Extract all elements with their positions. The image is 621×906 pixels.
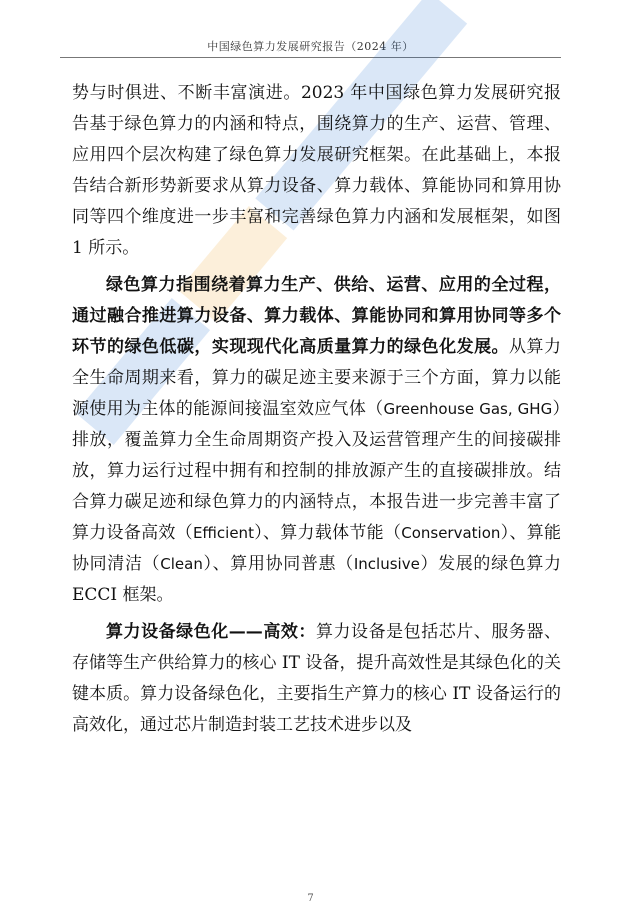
header-divider bbox=[60, 57, 561, 58]
paragraph-definition bbox=[72, 270, 561, 611]
definition-text-c: ）、算力载体节能（ bbox=[253, 523, 402, 543]
paragraph-intro bbox=[72, 78, 561, 264]
definition-text-e: ）、算用协同普惠（ bbox=[202, 554, 354, 574]
term-clean: Clean bbox=[160, 555, 203, 573]
term-ghg: Greenhouse Gas, GHG bbox=[383, 400, 553, 418]
running-header: 中国绿色算力发展研究报告（2024 年） bbox=[207, 40, 414, 53]
term-efficient: Efficient bbox=[192, 524, 254, 542]
body-content bbox=[72, 78, 561, 741]
definition-bold-text: 绿色算力指围绕着算力生产、供给、运营、应用的全过程，通过融合推进算力设备、算力载体、算能协同和算用协同等多个环节的绿色低碳，实现现代化高质量算力的绿色化发展。 bbox=[72, 275, 561, 357]
page-number: 7 bbox=[307, 893, 314, 904]
paragraph-intro-text: 势与时俱进、不断丰富演进。2023 年中国绿色算力发展研究报告基于绿色算力的内涵和特点，围绕算力的生产、运营、管理、应用四个层次构建了绿色算力发展研究框架。在此基础上，本报告结合新形势新要求从算力设备、算力载体、算能协同和算用协同等四个维度进一步丰富和完善绿色算力内涵和发展框架，如图 1 所示。 bbox=[72, 83, 561, 258]
device-green-heading: 算力设备绿色化——高效： bbox=[106, 622, 316, 642]
term-conservation: Conservation bbox=[401, 524, 501, 542]
device-green-text: 算力设备是包括芯片、服务器、存储等生产供给算力的核心 IT 设备，提升高效性是其绿色化的关键本质。算力设备绿色化，主要指生产算力的核心 IT 设备运行的高效化，通过芯片制造封装工艺技术进步以及 bbox=[72, 622, 562, 735]
definition-text-b: ）排放，覆盖算力全生命周期资产投入及运营管理产生的间接碳排放，算力运行过程中拥有和控制的排放源产生的直接碳排放。结合算力碳足迹和绿色算力的内涵特点，本报告进一步完善丰富了算力设备高效（ bbox=[72, 399, 562, 543]
paragraph-device-green bbox=[72, 617, 561, 741]
definition-text-d: ）、算能协同清洁（ bbox=[72, 523, 562, 574]
definition-text-f: ）发展的绿色算力 ECCI 框架。 bbox=[72, 554, 562, 605]
definition-text-a: 从算力全生命周期来看，算力的碳足迹主要来源于三个方面，算力以能源使用为主体的能源间接温室效应气体（ bbox=[72, 337, 562, 419]
term-inclusive: Inclusive bbox=[353, 555, 420, 573]
